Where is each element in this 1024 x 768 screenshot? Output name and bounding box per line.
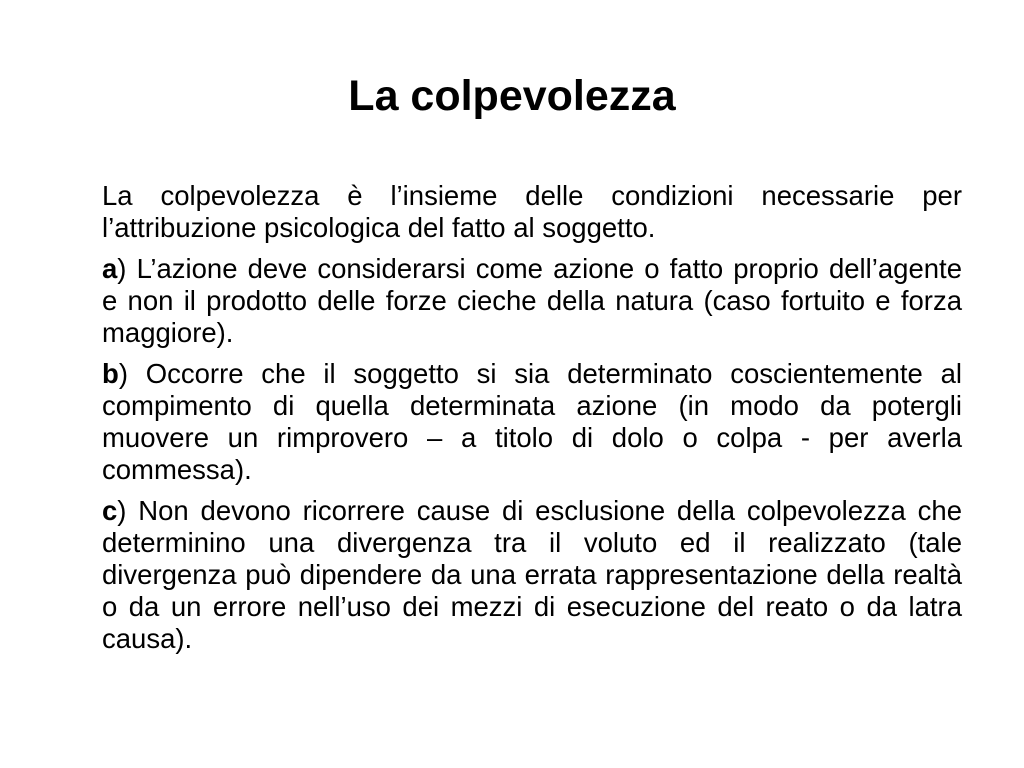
item-a-marker: a bbox=[102, 253, 118, 284]
slide-title: La colpevolezza bbox=[348, 72, 676, 120]
item-b-text: ) Occorre che il soggetto si sia determinato coscientemente al compimento di quella determinata azione (in modo da potergli muovere un rimprovero – a titolo di dolo o colpa - per averla commessa). bbox=[102, 358, 962, 485]
item-a-paragraph bbox=[102, 253, 962, 349]
item-c-paragraph bbox=[102, 495, 962, 655]
item-c-text: ) Non devono ricorrere cause di esclusione della colpevolezza che determinino una divergenza tra il voluto ed il realizzato (tale divergenza può dipendere da una errata rappresentazione della realtà o da un errore nell’uso dei mezzi di esecuzione del reato o da latra causa). bbox=[102, 495, 962, 654]
item-a-text: ) L’azione deve considerarsi come azione o fatto proprio dell’agente e non il prodotto delle forze cieche della natura (caso fortuito e forza maggiore). bbox=[102, 253, 962, 348]
slide-body bbox=[102, 180, 962, 664]
item-b-paragraph bbox=[102, 358, 962, 486]
item-c-marker: c bbox=[102, 495, 118, 526]
intro-paragraph: La colpevolezza è l’insieme delle condizioni necessarie per l’attribuzione psicologica del fatto al soggetto. bbox=[102, 180, 962, 243]
item-b-marker: b bbox=[102, 358, 119, 389]
